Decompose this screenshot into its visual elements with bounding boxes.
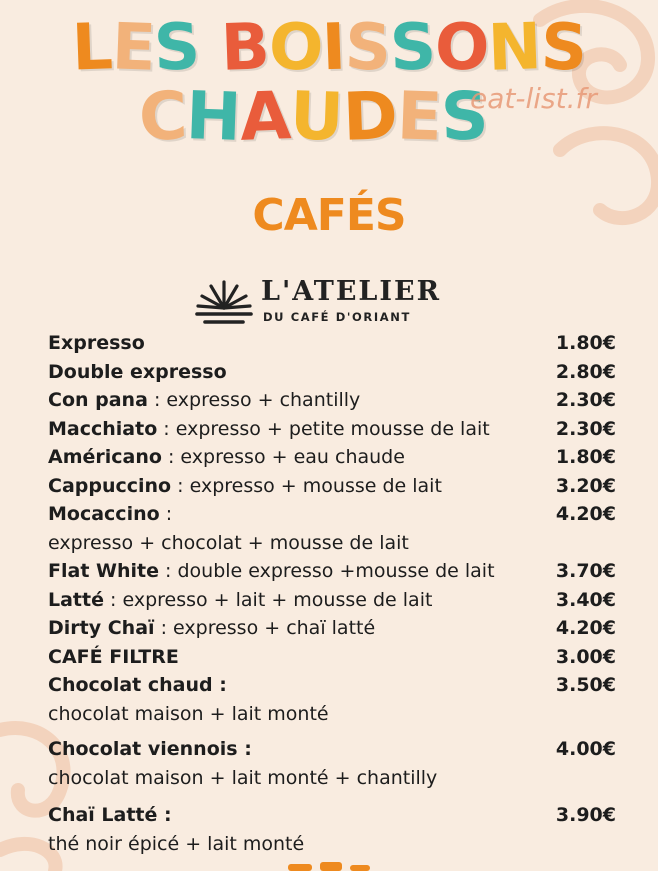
title-letter: B [219, 10, 270, 86]
menu-item-name: Américano [48, 446, 162, 468]
menu-item-name: Cappuccino [48, 474, 172, 497]
menu-item-details: chocolat maison + lait monté + chantilly [48, 766, 438, 789]
menu-item-details: chocolat maison + lait monté [48, 702, 329, 725]
menu-item-description: : expresso + lait + mousse de lait [103, 588, 433, 611]
sunrise-icon [195, 278, 253, 328]
menu-item-details: expresso + chocolat + mousse de lait [48, 531, 409, 554]
menu-item-name: Chaï Latté : [48, 804, 172, 826]
menu-item-name: CAFÉ FILTRE [48, 645, 179, 668]
menu-item-description: : expresso + chaï latté [154, 617, 376, 639]
title-letter: S [153, 10, 201, 86]
section-title: CAFÉS [252, 190, 406, 241]
menu-item-price: 3.20€ [555, 474, 616, 497]
menu-item-price: 3.70€ [555, 560, 616, 582]
title-letter: A [238, 77, 292, 156]
menu-item [48, 586, 616, 615]
title-letter: S [343, 10, 392, 86]
title-letter: N [487, 10, 543, 86]
title-letter: O [267, 10, 324, 86]
menu-item-price: 2.30€ [555, 417, 616, 440]
title-space [198, 16, 222, 81]
title-letter: S [388, 10, 437, 86]
menu-item-name: Expresso [48, 332, 145, 354]
title-letter: D [341, 77, 399, 156]
menu-item [48, 415, 616, 444]
title-letter: C [137, 77, 188, 156]
menu-item-name: Chocolat chaud : [48, 674, 227, 696]
menu-item [48, 557, 616, 586]
menu-item-name: Double expresso [48, 360, 227, 383]
menu-item [48, 614, 616, 643]
brand-logo [195, 276, 475, 330]
menu-item [48, 329, 616, 358]
menu-item-description: : [159, 503, 173, 525]
menu-item-name: Mocaccino [48, 503, 160, 525]
menu-item [48, 643, 616, 672]
menu-item [48, 735, 616, 792]
menu-item-details: thé noir épicé + lait monté [48, 832, 305, 855]
title-letter: E [110, 10, 156, 86]
menu-item-name: Con pana [48, 389, 148, 411]
menu-item-price: 3.90€ [555, 804, 616, 826]
menu-list [48, 329, 616, 858]
menu-item-name: Latté [48, 588, 104, 611]
menu-item-price: 3.50€ [555, 674, 616, 696]
menu-item [48, 671, 616, 728]
menu-item [48, 801, 616, 858]
menu-item-price: 1.80€ [555, 332, 616, 354]
menu-item [48, 358, 616, 387]
title-letter: U [289, 77, 345, 156]
title-letter: O [433, 10, 490, 86]
menu-item-price: 1.80€ [555, 446, 616, 468]
menu-item-price: 3.00€ [555, 645, 616, 668]
menu-item-price: 2.80€ [555, 360, 616, 383]
menu-item-description: : expresso + chantilly [147, 389, 361, 411]
watermark: eat-list.fr [470, 82, 597, 115]
menu-item-name: Dirty Chaï [48, 617, 155, 639]
menu-item [48, 443, 616, 472]
menu-item-description: : expresso + petite mousse de lait [157, 417, 490, 440]
title-letter: E [395, 77, 443, 156]
title-letter: S [539, 10, 588, 86]
menu-item [48, 386, 616, 415]
page-title-line-1 [0, 10, 658, 86]
menu-item-description: : expresso + mousse de lait [171, 474, 442, 497]
menu-item-name: Macchiato [48, 417, 158, 440]
menu-item-description: : double expresso +mousse de lait [158, 560, 495, 582]
brand-name: L'ATELIER [261, 276, 442, 307]
menu-item-price: 4.20€ [555, 503, 616, 525]
menu-item-price: 2.30€ [555, 389, 616, 411]
menu-item-description: : expresso + eau chaude [161, 446, 405, 468]
brand-tagline: DU CAFÉ D'ORIANT [263, 310, 411, 324]
menu-item [48, 500, 616, 557]
menu-item-price: 4.20€ [555, 617, 616, 639]
menu-item [48, 472, 616, 501]
title-letter: H [184, 77, 242, 156]
title-letter: S [439, 77, 489, 156]
menu-item-price: 3.40€ [555, 588, 616, 611]
menu-item-name: Flat White [48, 560, 159, 582]
title-letter: L [70, 10, 113, 86]
next-section-title-cropped [280, 858, 380, 871]
menu-item-name: Chocolat viennois : [48, 738, 252, 760]
menu-item-price: 4.00€ [555, 738, 616, 760]
title-letter: I [320, 10, 347, 86]
